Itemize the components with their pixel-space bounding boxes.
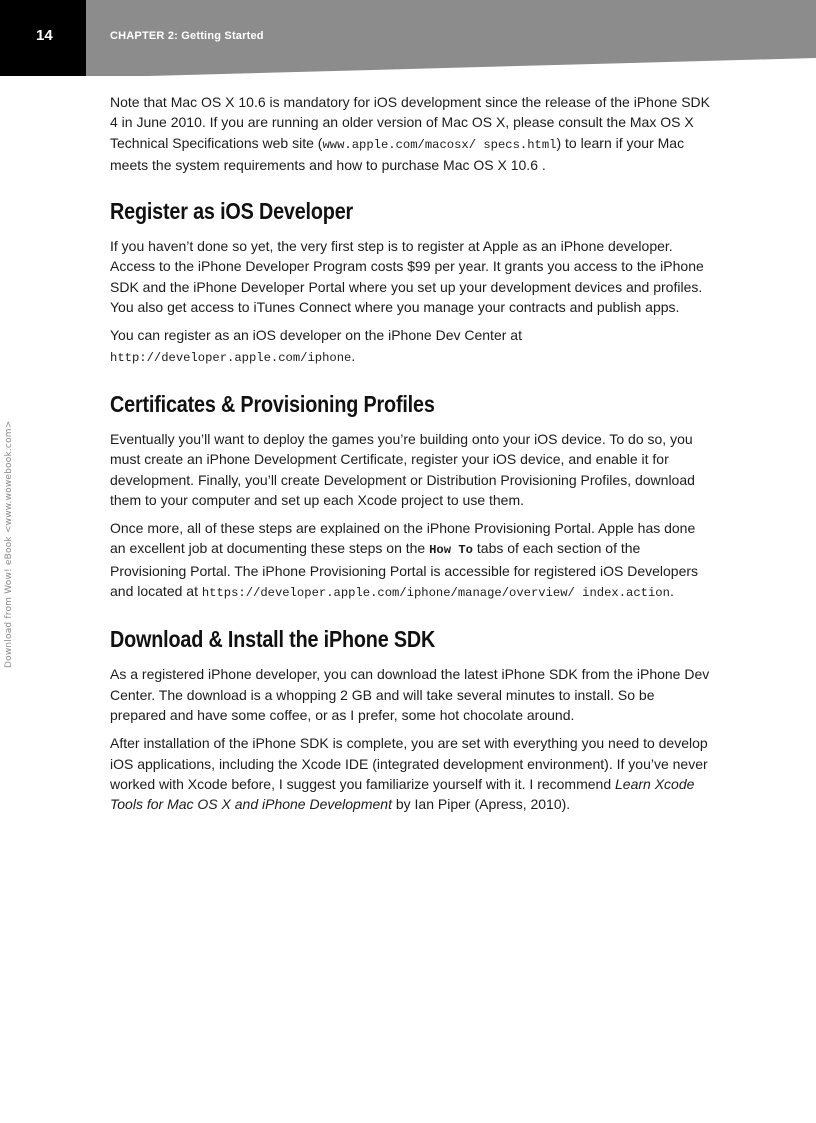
heading-download: Download & Install the iPhone SDK <box>110 626 436 653</box>
chapter-title: CHAPTER 2: Getting Started <box>110 30 264 42</box>
register-paragraph-2: You can register as an iOS developer on the iPhone Dev Center at http://developer.apple.com/iphone. <box>110 327 522 365</box>
page-header <box>0 0 816 76</box>
download-paragraph-1: As a registered iPhone developer, you can download the latest iPhone SDK from the iPhone Dev Center. The download is a whopping 2 GB and will take several minutes to install. So be prepared and have some coffee, or as I prefer, some hot chocolate around. <box>110 666 710 723</box>
heading-certificates: Certificates & Provisioning Profiles <box>110 390 435 417</box>
heading-register: Register as iOS Developer <box>110 198 354 225</box>
portal-url: https://developer.apple.com/iphone/manage/overview/ index.action <box>201 586 670 601</box>
page-number: 14 <box>36 27 53 44</box>
specs-url: www.apple.com/macosx/ specs.html <box>322 137 557 152</box>
dev-center-url: http://developer.apple.com/iphone <box>110 350 352 365</box>
certificates-paragraph-2: Once more, all of these steps are explained on the iPhone Provisioning Portal. Apple has done an excellent job at documenting these steps on the How To tabs of each section of the Provisioning Portal. The iPhone Provisioning Portal is accessible for registered iOS Developers and located at https://developer.apple.com/iphone/manage/overview/ index.action. <box>110 520 699 601</box>
how-to-label: How To <box>429 543 473 558</box>
download-watermark: Download from Wow! eBook <www.wowebook.com> <box>4 420 14 668</box>
book-title: Learn Xcode Tools for Mac OS X and iPhone Development <box>110 775 695 813</box>
certificates-paragraph-1: Eventually you’ll want to deploy the games you’re building onto your iOS device. To do so, you must create an iPhone Development Certificate, register your iOS device, and enable it for development. Finally, you’ll create Development or Distribution Provisioning Profiles, download them to your computer and set up each Xcode project to use them. <box>110 430 695 508</box>
register-paragraph-1: If you haven’t done so yet, the very first step is to register at Apple as an iPhone developer. Access to the iPhone Developer Program costs $99 per year. It grants you access to the iPhone SDK and the iPhone Developer Portal where you set up your development devices and profiles. You also get access to iTunes Connect where you manage your contracts and publish apps. <box>110 238 704 316</box>
intro-paragraph: Note that Mac OS X 10.6 is mandatory for iOS development since the release of the iPhone SDK 4 in June 2010. If you are running an older version of Mac OS X, please consult the Max OS X Technical Specifications web site (www.apple.com/macosx/ specs.html) to learn if your Mac meets the system requirements and how to purchase Mac OS X 10.6 . <box>110 94 710 173</box>
page-body <box>110 92 710 822</box>
download-paragraph-2: After installation of the iPhone SDK is complete, you are set with everything you need to develop iOS applications, including the Xcode IDE (integrated development environment). If you’ve never worked with Xcode before, I suggest you familiarize yourself with it. I recommend Learn Xcode Tools for Mac OS X and iPhone Development by Ian Piper (Apress, 2010). <box>110 735 708 813</box>
